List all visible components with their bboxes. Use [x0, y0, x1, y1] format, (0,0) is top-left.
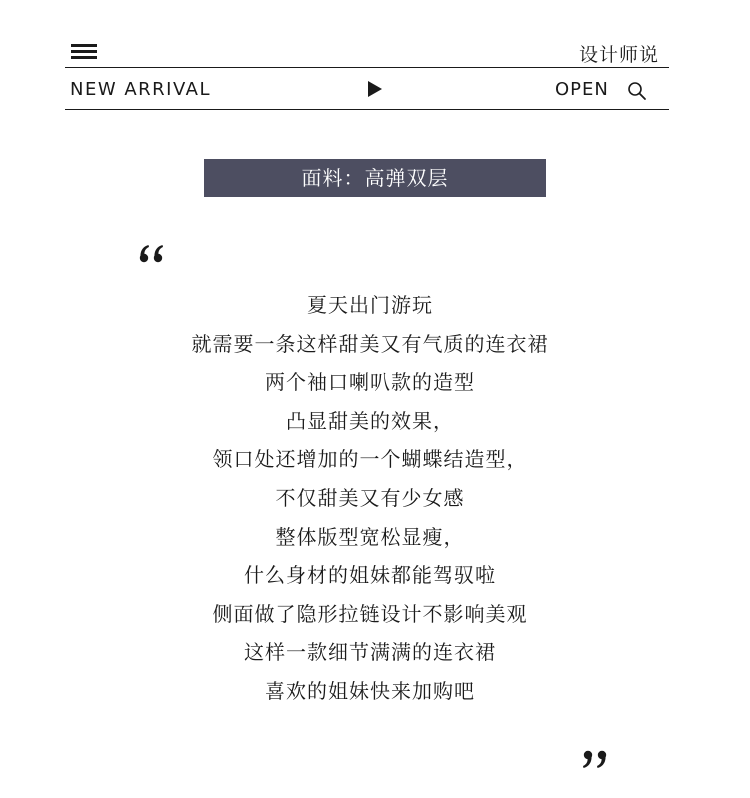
description-line: 这样一款细节满满的连衣裙: [244, 640, 496, 665]
description-line: 什么身材的姐妹都能驾驭啦: [244, 563, 496, 588]
description-line: 侧面做了隐形拉链设计不影响美观: [212, 601, 528, 626]
new-arrival-link[interactable]: NEW ARRIVAL: [70, 79, 211, 100]
quote-close-icon: [582, 745, 612, 775]
description-line: 不仅甜美又有少女感: [275, 485, 465, 510]
quote-open-icon: [138, 238, 168, 268]
description-line: 喜欢的姐妹快来加购吧: [265, 678, 475, 703]
search-icon[interactable]: [627, 81, 647, 101]
hamburger-menu-icon[interactable]: [71, 44, 97, 60]
description-line: 整体版型宽松显瘦，: [275, 524, 465, 549]
fabric-banner: 面料：高弹双层: [204, 159, 546, 197]
description-line: 就需要一条这样甜美又有气质的连衣裙: [191, 331, 549, 356]
description-line: 两个袖口喇叭款的造型: [265, 370, 475, 395]
top-bar: [65, 38, 669, 68]
description-line: 领口处还增加的一个蝴蝶结造型，: [212, 447, 528, 472]
open-link[interactable]: OPEN: [555, 79, 609, 100]
play-icon[interactable]: [368, 81, 382, 97]
description-line: 夏天出门游玩: [307, 293, 433, 317]
nav-bottom-divider: [65, 109, 669, 110]
nav-bar: [65, 68, 669, 109]
description-line: 凸显甜美的效果，: [286, 408, 454, 433]
designer-says-link[interactable]: 设计师说: [578, 44, 659, 66]
product-description: [0, 286, 740, 711]
